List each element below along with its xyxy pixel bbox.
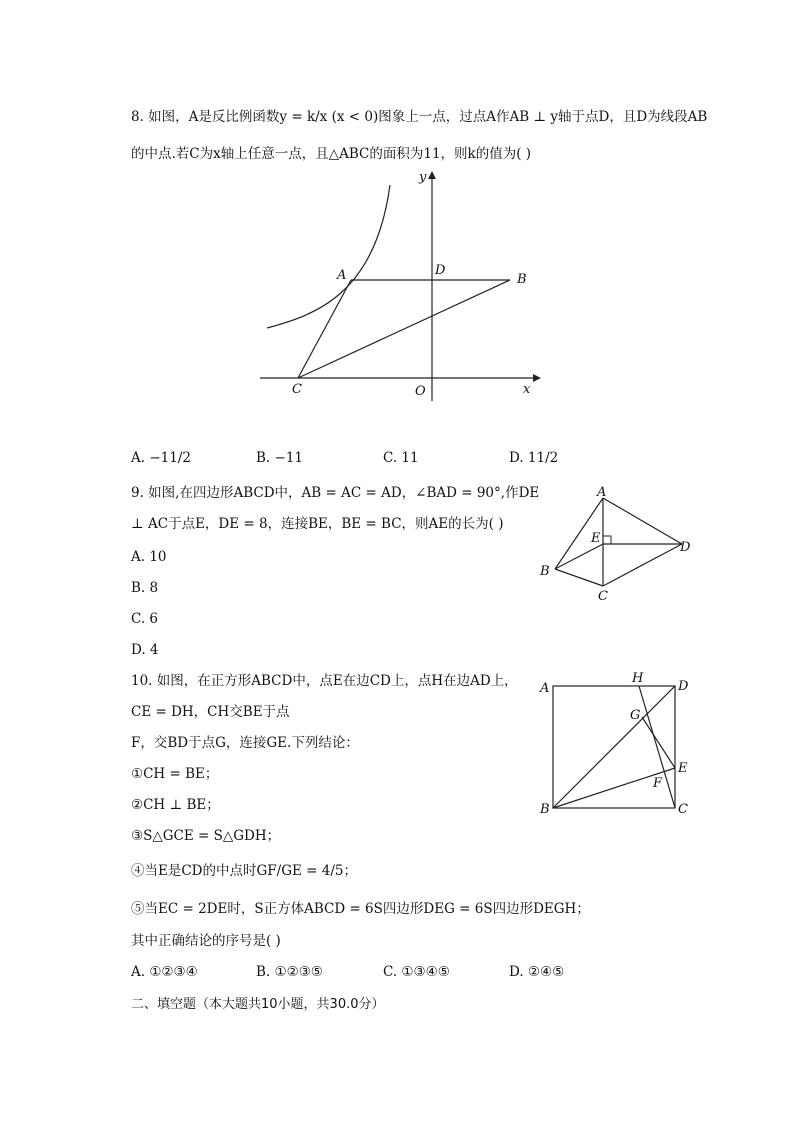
label-A: A bbox=[540, 681, 550, 696]
segment-AC bbox=[298, 280, 351, 378]
segment-GE bbox=[642, 717, 675, 768]
q10-option-b[interactable]: B. ①②③⑤ bbox=[256, 964, 323, 980]
q10-conclusion-1: ①CH = BE； bbox=[131, 766, 219, 782]
label-C: C bbox=[292, 382, 302, 397]
q8-option-a[interactable]: A. −11/2 bbox=[131, 450, 191, 466]
right-angle-mark bbox=[603, 536, 611, 544]
segment-AD bbox=[603, 498, 682, 544]
label-C: C bbox=[598, 589, 608, 604]
label-C: C bbox=[678, 802, 688, 817]
label-D: D bbox=[680, 540, 691, 555]
x-axis-arrow bbox=[533, 374, 541, 382]
y-axis-arrow bbox=[428, 171, 436, 179]
label-B: B bbox=[517, 272, 527, 287]
q8-option-c[interactable]: C. 11 bbox=[383, 450, 419, 466]
segment-BC bbox=[555, 569, 603, 586]
segment-CD bbox=[603, 544, 682, 586]
q8-line1: 8. 如图，A是反比例函数y = k/x (x < 0)图象上一点，过点A作AB ⊥ y轴于点D，且D为线段AB bbox=[131, 109, 708, 125]
q10-conclusion-2: ②CH ⊥ BE； bbox=[131, 797, 220, 813]
q10-option-c[interactable]: C. ①③④⑤ bbox=[383, 964, 450, 980]
label-H: H bbox=[632, 671, 644, 686]
label-x: x bbox=[523, 382, 531, 397]
q9-option-c[interactable]: C. 6 bbox=[131, 611, 159, 627]
label-D: D bbox=[678, 679, 689, 694]
q10-line3: F，交BD于点G，连接GE.下列结论： bbox=[131, 735, 359, 751]
q8-line2: 的中点.若C为x轴上任意一点，且△ABC的面积为11，则k的值为( ) bbox=[131, 146, 532, 162]
q10-line2: CE = DH，CH交BE于点 bbox=[131, 704, 290, 720]
q9-option-b[interactable]: B. 8 bbox=[131, 580, 159, 596]
label-O: O bbox=[415, 384, 426, 399]
label-G: G bbox=[630, 708, 641, 723]
q10-conclusion-5: ⑤当EC = 2DE时，S正方体ABCD = 6S四边形DEG = 6S四边形DEGH； bbox=[131, 901, 590, 917]
q10-conclusion-4: ④当E是CD的中点时GF/GE = 4/5； bbox=[131, 863, 357, 879]
label-A: A bbox=[597, 485, 607, 500]
label-D: D bbox=[435, 263, 446, 278]
hyperbola-curve bbox=[267, 185, 390, 328]
label-E: E bbox=[591, 531, 601, 546]
q10-option-d[interactable]: D. ②④⑤ bbox=[509, 964, 565, 980]
q9-line2: ⊥ AC于点E，DE = 8，连接BE，BE = BC，则AE的长为( ) bbox=[131, 516, 504, 532]
q10-line1: 10. 如图，在正方形ABCD中，点E在边CD上，点H在边AD上， bbox=[131, 673, 518, 689]
label-E: E bbox=[678, 761, 688, 776]
q10-ask: 其中正确结论的序号是( ) bbox=[131, 933, 281, 949]
q10-conclusion-3: ③S△GCE = S△GDH； bbox=[131, 828, 281, 844]
label-B: B bbox=[540, 802, 550, 817]
q9-line1: 9. 如图,在四边形ABCD中，AB = AC = AD，∠BAD = 90°,作DE bbox=[131, 485, 540, 501]
q10-option-a[interactable]: A. ①②③④ bbox=[131, 964, 198, 980]
q8-figure bbox=[255, 165, 545, 410]
q10-figure bbox=[536, 668, 696, 820]
q8-option-b[interactable]: B. −11 bbox=[256, 450, 303, 466]
q9-figure bbox=[536, 483, 696, 608]
q9-option-a[interactable]: A. 10 bbox=[131, 549, 167, 565]
q9-option-d[interactable]: D. 4 bbox=[131, 642, 159, 658]
label-B: B bbox=[540, 564, 550, 579]
segment-CB bbox=[298, 280, 510, 378]
label-A: A bbox=[337, 268, 347, 283]
section-heading: 二、填空题（本大题共10小题，共30.0分） bbox=[131, 997, 385, 1012]
label-F: F bbox=[653, 776, 663, 791]
label-y: y bbox=[419, 170, 427, 185]
segment-BE bbox=[555, 544, 603, 569]
q8-option-d[interactable]: D. 11/2 bbox=[509, 450, 559, 466]
